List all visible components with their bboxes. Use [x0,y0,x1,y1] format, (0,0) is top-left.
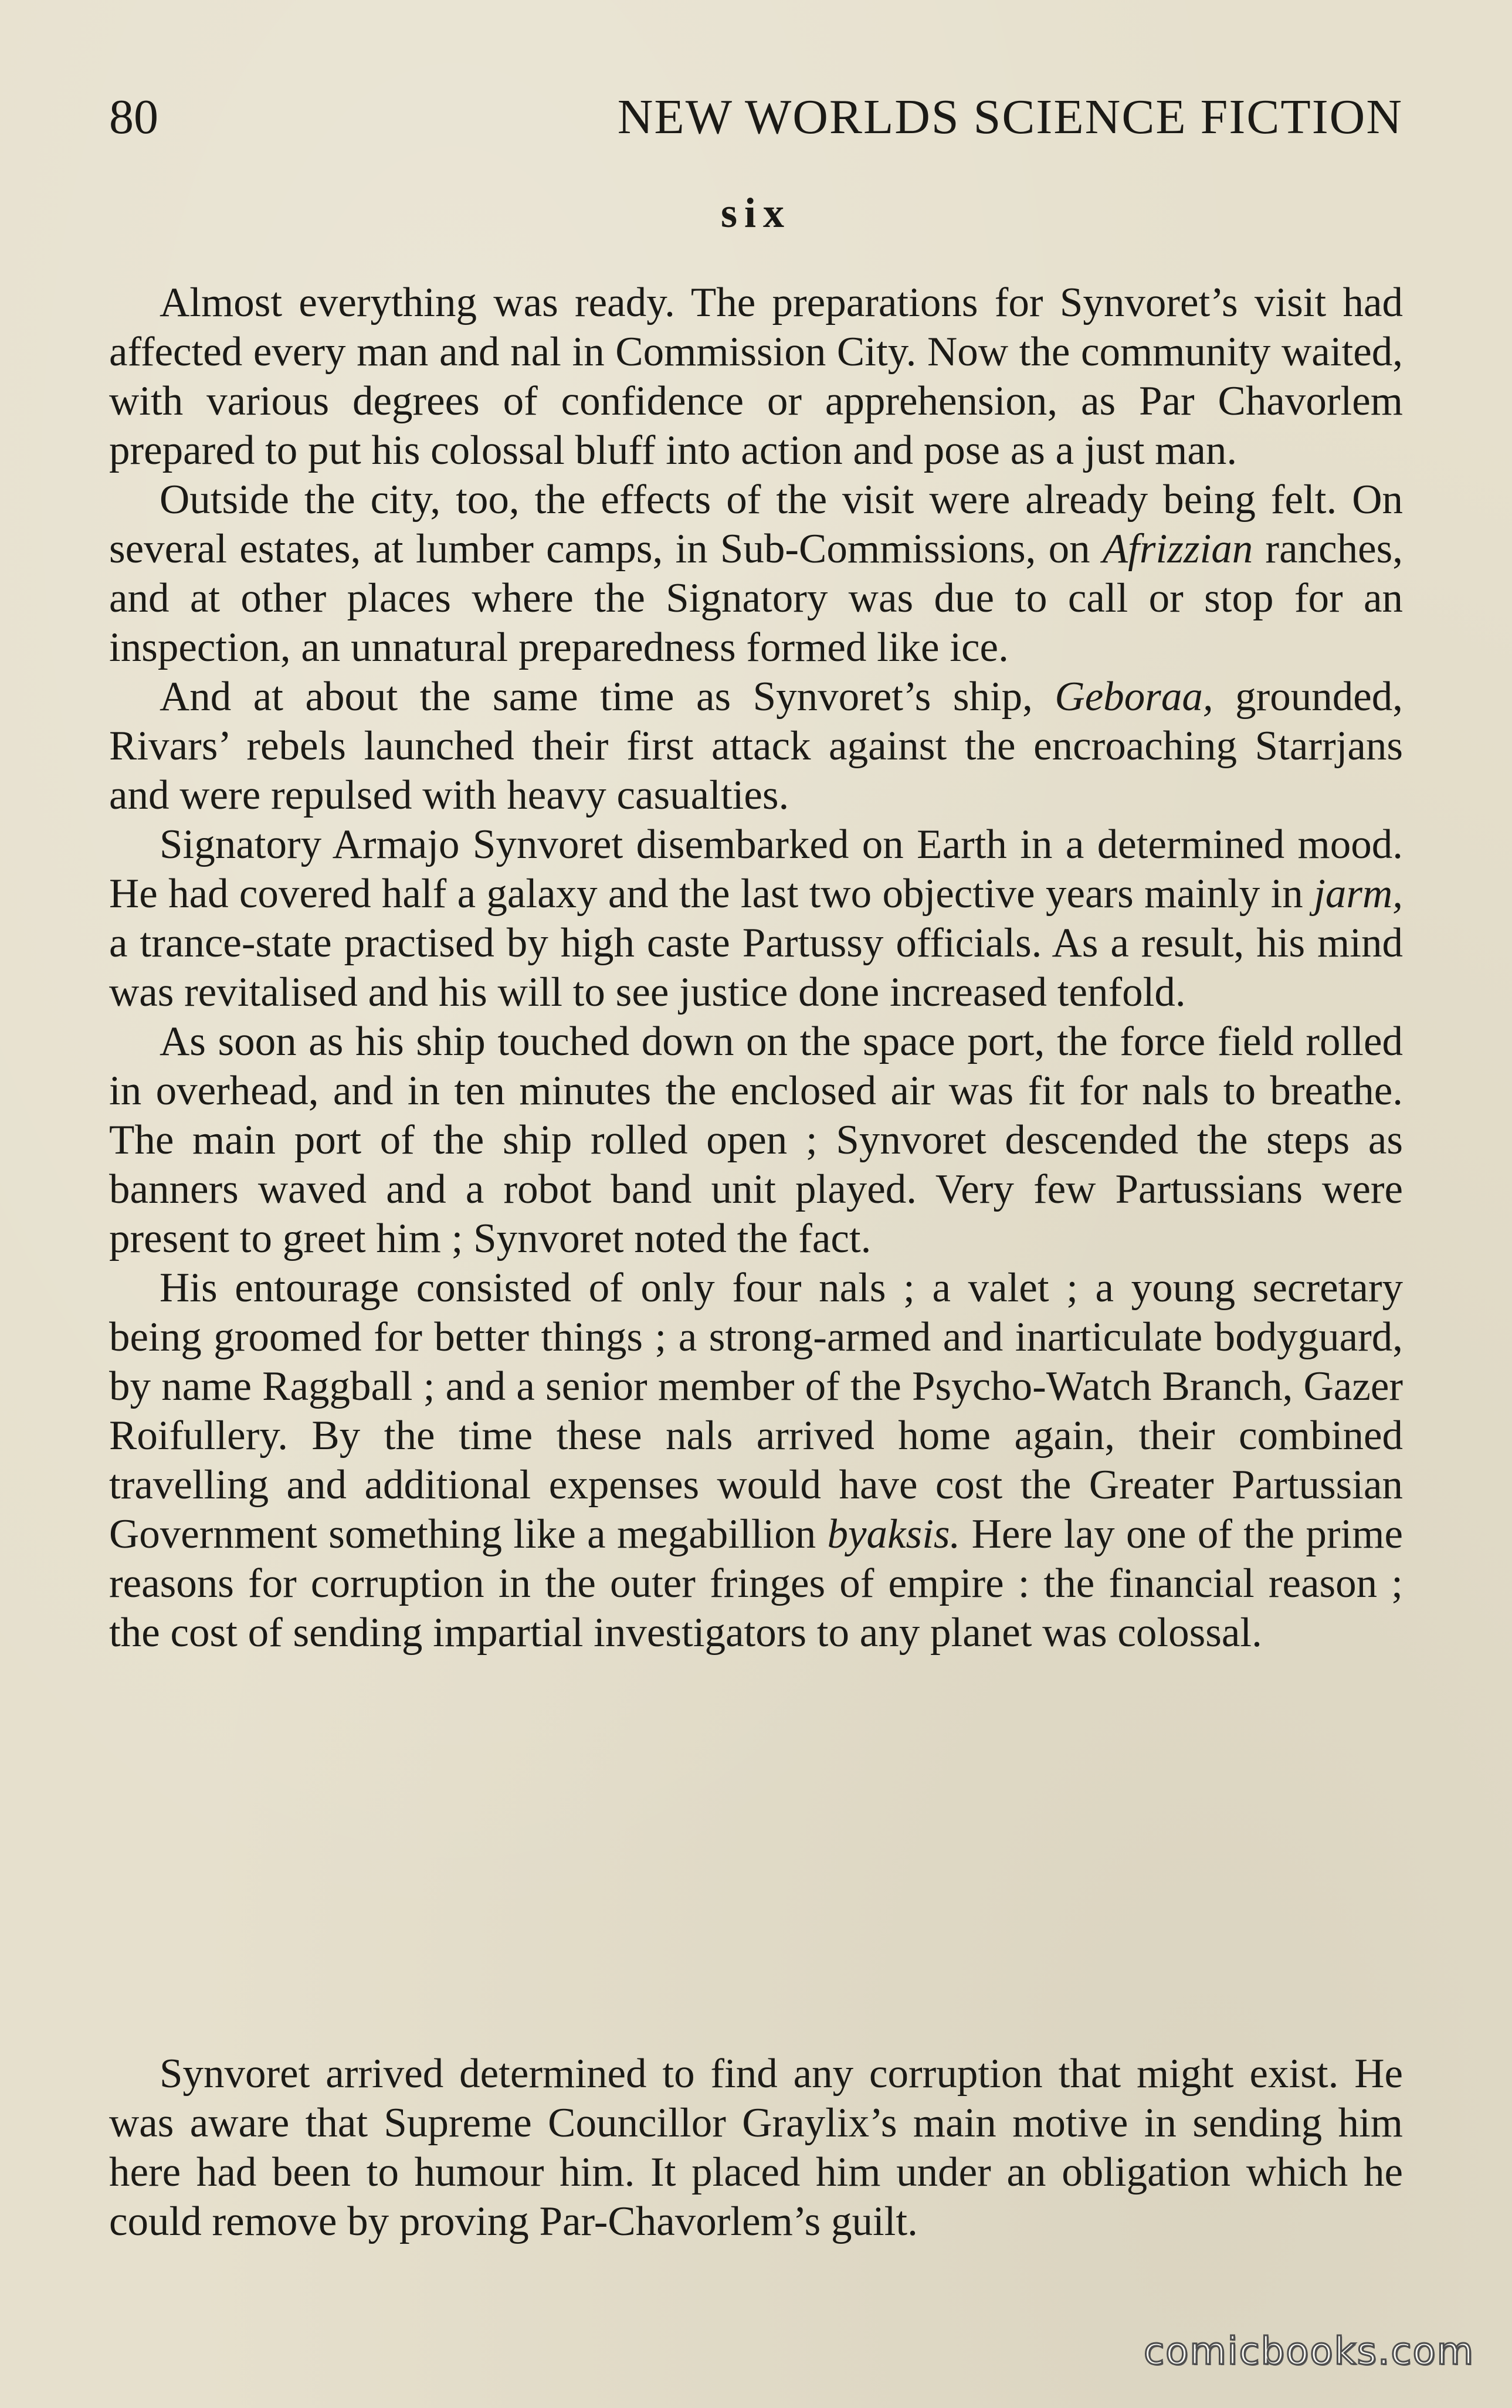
text-run: ranches, and at other places where the Signatory was due to call or stop for an inspection, an unnatural preparedness formed like ice. [109,526,1403,670]
paragraph [109,278,1403,475]
italic-term: byaksis. [827,1511,961,1557]
text-run: grounded, Rivars’ rebels launched their first attack against the encroaching Starrjans and were repulsed with heavy casualties. [109,674,1403,818]
italic-term: Afrizzian [1102,526,1253,572]
final-section-text [109,2049,1403,2246]
text-run: Signatory Armajo Synvoret disembarked on Earth in a determined mood. He had covered half a galaxy and the last two objective years mainly in [109,822,1403,917]
italic-term: jarm, [1314,871,1403,917]
watermark-text: comicbooks.com [1143,2330,1474,2373]
final-paragraph: Synvoret arrived determined to find any corruption that might exist. He was aware that Supreme Councillor Graylix’s main motive in sending him here had been to humour him. It placed him under an obligation which he could remove by proving Par-Chavorlem’s guilt. [109,2051,1403,2244]
italic-term: Geboraa, [1055,674,1213,720]
page-number: 80 [109,90,158,144]
text-run: a trance-state practised by high caste Partussy officials. As a result, his mind was revitalised and his will to see justice done increased tenfold. [109,920,1403,1015]
text-run: Outside the city, too, the effects of the visit were already being felt. On several estates, at lumber camps, in Sub-Commissions, on [109,477,1403,572]
paragraph [109,1017,1403,1263]
body-text [109,278,1403,1657]
text-run: And at about the same time as Synvoret’s ship, [160,674,1055,720]
text-run: Here lay one of the prime reasons for corruption in the outer fringes of empire : the financial reason ; the cost of sending impartial investigators to any planet was colossal. [109,1511,1403,1656]
paragraph [109,672,1403,820]
text-run: Almost everything was ready. The preparations for Synvoret’s visit had affected every man and nal in Commission City. Now the community waited, with various degrees of confidence or apprehension, as Par Chavorlem prepared to put his colossal bluff into action and pose as a just man. [109,280,1403,473]
paragraph [109,475,1403,672]
paragraph [109,1263,1403,1657]
section-title: six [720,189,792,236]
page-header [109,88,1403,147]
running-head: NEW WORLDS SCIENCE FICTION [617,90,1403,144]
text-run: As soon as his ship touched down on the space port, the force field rolled in overhead, and in ten minutes the enclosed air was fit for nals to breathe. The main port of the ship rolled open ; Synvoret descended the steps as banners waved and a robot band unit played. Very few Partussians were present to greet him ; Synvoret noted the fact. [109,1019,1403,1261]
text-run: His entourage consisted of only four nals ; a valet ; a young secretary being groomed for better things ; a strong-armed and inarticulate bodyguard, by name Raggball ; and a senior member of the Psycho-Watch Branch, Gazer Roifullery. By the time these nals arrived home again, their combined travelling and additional expenses would have cost the Greater Partussian Government something like a megabillion [109,1265,1403,1557]
paragraph [109,820,1403,1017]
